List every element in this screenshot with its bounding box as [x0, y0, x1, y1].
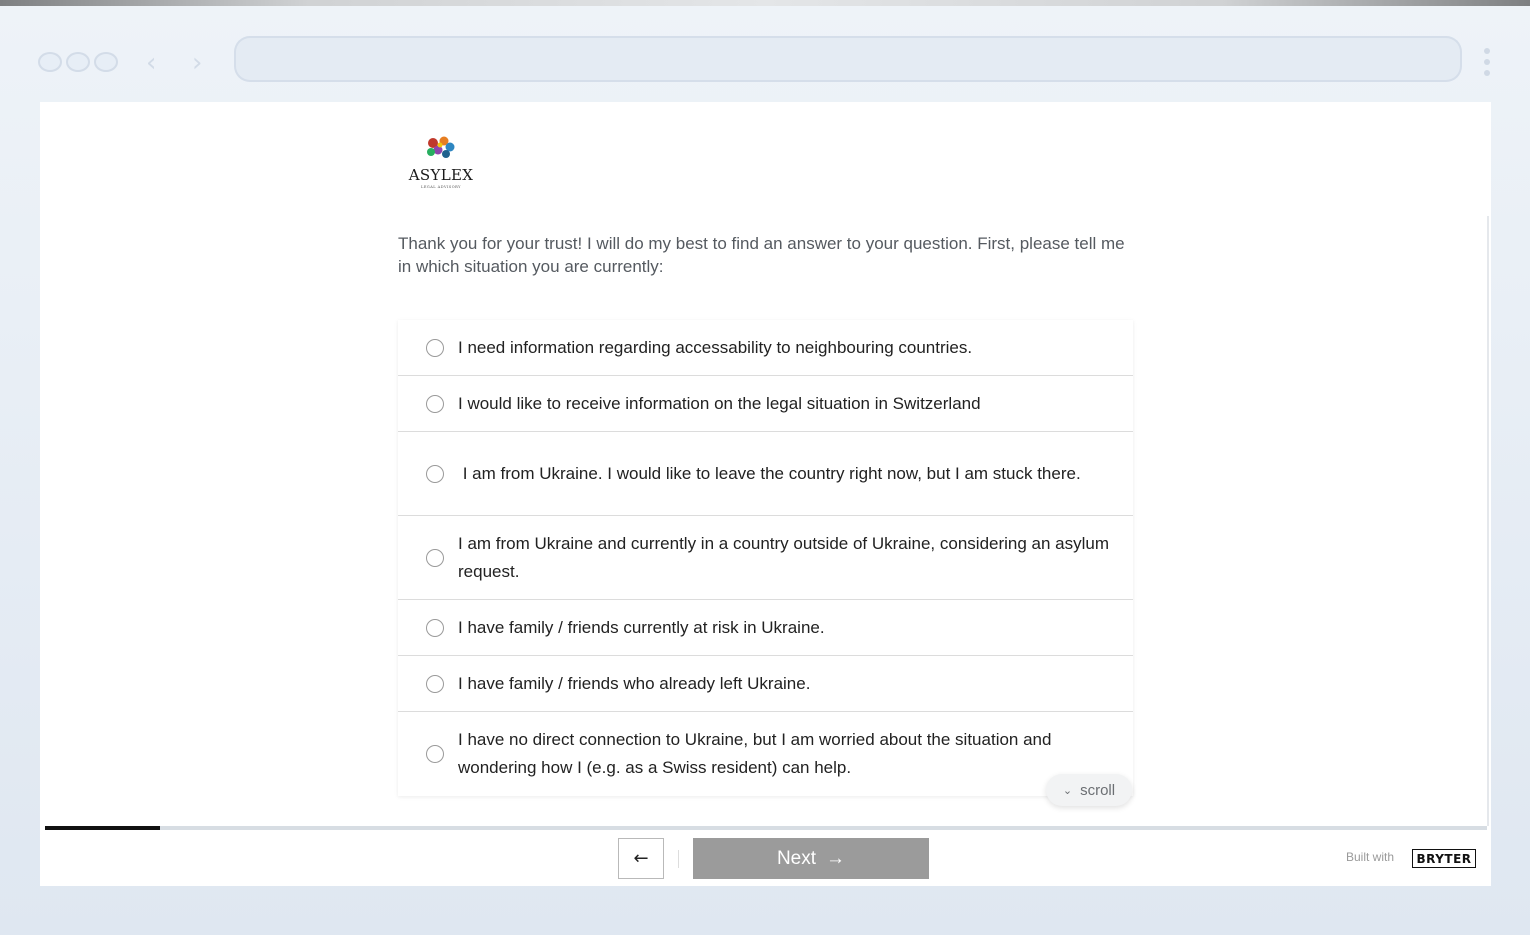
bryter-logo[interactable]: BRYTER	[1412, 849, 1476, 868]
window-close-control[interactable]	[38, 52, 62, 72]
browser-back-icon[interactable]: ‹	[146, 48, 157, 78]
option-item[interactable]	[398, 712, 1133, 796]
option-item[interactable]	[398, 320, 1133, 376]
browser-toolbar	[0, 14, 1530, 100]
option-item[interactable]	[398, 600, 1133, 656]
option-item[interactable]	[398, 656, 1133, 712]
scroll-hint-button[interactable]	[1046, 774, 1132, 806]
option-label: I need information regarding accessability to neighbouring countries.	[458, 337, 973, 357]
built-with-label: Built with	[1346, 850, 1395, 864]
option-label: I have no direct connection to Ukraine, but I am worried about the situation and wondering how I (e.g. as a Swiss resident) can help.	[458, 730, 1052, 777]
option-item[interactable]	[398, 432, 1133, 516]
question-text: Thank you for your trust! I will do my best to find an answer to your question. First, please tell me in which situation you are currently:	[398, 234, 1125, 276]
next-button-label: Next	[776, 847, 817, 869]
options-list	[398, 320, 1133, 796]
logo-wordmark: ASYLEX	[408, 166, 474, 184]
radio-button[interactable]	[426, 465, 444, 483]
asylex-logo	[408, 136, 474, 192]
page-scrollbar[interactable]	[1487, 216, 1489, 826]
footer-navigation	[40, 830, 1491, 886]
option-label: I would like to receive information on the legal situation in Switzerland	[458, 393, 981, 413]
option-item[interactable]	[398, 516, 1133, 600]
radio-button[interactable]	[426, 549, 444, 567]
browser-menu-icon[interactable]	[1482, 48, 1492, 76]
page-viewport	[40, 102, 1491, 886]
radio-button[interactable]	[426, 395, 444, 413]
radio-button[interactable]	[426, 619, 444, 637]
logo-subtitle: LEGAL ADVISORY	[421, 185, 461, 189]
footer-divider	[678, 850, 679, 868]
radio-button[interactable]	[426, 339, 444, 357]
chevron-down-icon: ⌄	[1062, 784, 1073, 797]
option-label: I am from Ukraine. I would like to leave the country right now, but I am stuck there.	[458, 463, 1081, 483]
window-maximize-control[interactable]	[94, 52, 118, 72]
back-button[interactable]	[618, 838, 664, 879]
window-minimize-control[interactable]	[66, 52, 90, 72]
address-bar[interactable]	[234, 36, 1462, 82]
scroll-hint-label: scroll	[1080, 781, 1116, 799]
radio-button[interactable]	[426, 675, 444, 693]
window-controls	[38, 52, 118, 72]
option-label: I have family / friends currently at risk in Ukraine.	[458, 617, 825, 637]
arrow-left-icon: ←	[633, 848, 649, 869]
window-top-edge	[0, 0, 1530, 6]
browser-forward-icon[interactable]: ›	[192, 48, 203, 78]
option-label: I am from Ukraine and currently in a country outside of Ukraine, considering an asylum request.	[458, 533, 1110, 581]
flower-logo-icon	[424, 136, 460, 164]
arrow-right-icon: →	[826, 847, 846, 869]
radio-button[interactable]	[426, 745, 444, 763]
option-label: I have family / friends who already left Ukraine.	[458, 673, 811, 693]
next-button[interactable]	[693, 838, 929, 879]
option-item[interactable]	[398, 376, 1133, 432]
